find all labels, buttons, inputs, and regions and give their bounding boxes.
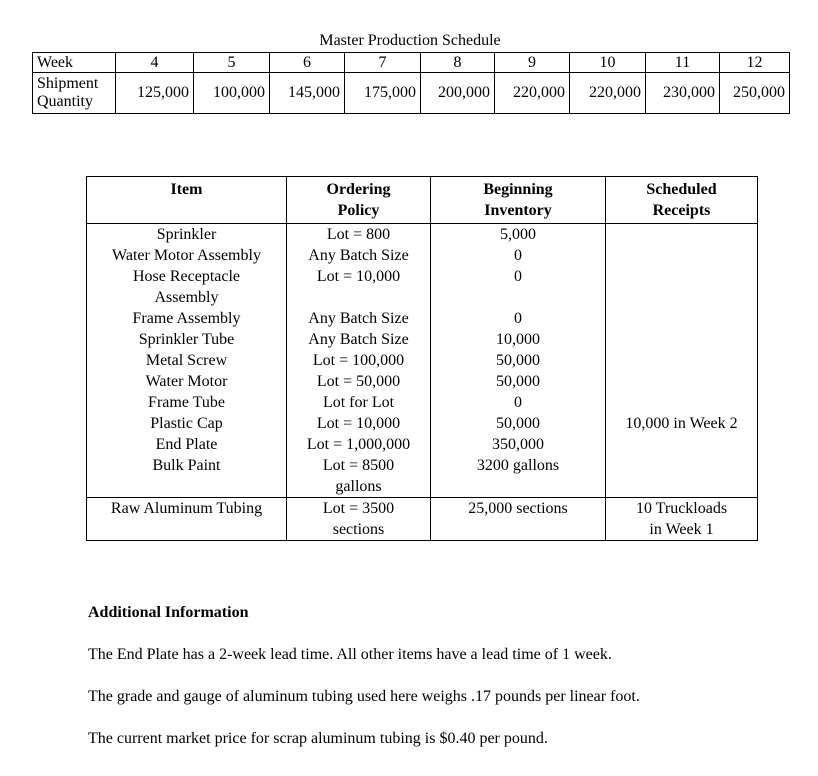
week-cell: 6 [270,53,345,73]
quantity-cell: 100,000 [194,73,270,114]
item-cell: Water Motor Assembly [87,245,287,266]
item-cell: Water Motor [87,371,287,392]
item-cell: Raw Aluminum Tubing [87,498,287,541]
week-label: Week [33,53,116,73]
quantity-cell: 125,000 [116,73,194,114]
table-row [87,371,758,392]
table-row [87,455,758,498]
item-cell: End Plate [87,434,287,455]
beginning-cell: 0 [431,308,606,329]
receipts-cell [606,392,758,413]
policy-cell: Lot = 3500 sections [287,498,431,541]
policy-cell: Any Batch Size [287,329,431,350]
beginning-cell: 10,000 [431,329,606,350]
policy-cell: Lot = 10,000 [287,266,431,308]
policy-cell: Lot = 1,000,000 [287,434,431,455]
policy-cell: Lot = 100,000 [287,350,431,371]
policy-cell: Any Batch Size [287,308,431,329]
policy-cell: Lot = 50,000 [287,371,431,392]
table-row [87,434,758,455]
table-row [87,413,758,434]
note-scrap-price: The current market price for scrap aluminum tubing is $0.40 per pound. [88,730,548,747]
item-cell: Sprinkler [87,224,287,246]
receipts-cell [606,245,758,266]
inventory-table [86,176,758,541]
beginning-cell: 0 [431,245,606,266]
beginning-cell: 0 [431,266,606,308]
beginning-cell: 5,000 [431,224,606,246]
quantity-cell: 250,000 [720,73,790,114]
week-row [33,53,790,73]
table-row [87,350,758,371]
beginning-cell: 350,000 [431,434,606,455]
shipment-quantity-label: Shipment Quantity [33,73,116,114]
receipts-cell [606,308,758,329]
table-row [87,245,758,266]
item-cell: Hose Receptacle Assembly [87,266,287,308]
receipts-cell [606,455,758,498]
table-row [87,266,758,308]
beginning-inventory-header: Beginning Inventory [431,177,606,224]
week-cell: 9 [495,53,570,73]
ordering-policy-header: Ordering Policy [287,177,431,224]
week-cell: 7 [345,53,421,73]
beginning-cell: 50,000 [431,413,606,434]
receipts-cell [606,371,758,392]
master-production-schedule-table [32,52,790,114]
scheduled-receipts-header: Scheduled Receipts [606,177,758,224]
policy-cell: Lot = 10,000 [287,413,431,434]
quantity-cell: 220,000 [570,73,646,114]
receipts-cell [606,224,758,246]
beginning-cell: 0 [431,392,606,413]
policy-cell: Lot = 800 [287,224,431,246]
receipts-cell [606,329,758,350]
item-cell: Bulk Paint [87,455,287,498]
mps-title: Master Production Schedule [319,32,501,49]
item-cell: Plastic Cap [87,413,287,434]
receipts-cell [606,434,758,455]
week-cell: 4 [116,53,194,73]
table-row [87,498,758,541]
table-row [87,308,758,329]
item-header: Item [87,177,287,224]
week-cell: 5 [194,53,270,73]
policy-cell: Lot = 8500 gallons [287,455,431,498]
item-cell: Metal Screw [87,350,287,371]
note-tubing-weight: The grade and gauge of aluminum tubing used here weighs .17 pounds per linear foot. [88,688,640,705]
shipment-quantity-row [33,73,790,114]
week-cell: 8 [421,53,495,73]
table-row [87,392,758,413]
quantity-cell: 230,000 [646,73,720,114]
inventory-header-row [87,177,758,224]
item-cell: Frame Assembly [87,308,287,329]
beginning-cell: 25,000 sections [431,498,606,541]
receipts-cell [606,266,758,308]
item-cell: Frame Tube [87,392,287,413]
week-cell: 10 [570,53,646,73]
item-cell: Sprinkler Tube [87,329,287,350]
week-cell: 11 [646,53,720,73]
beginning-cell: 3200 gallons [431,455,606,498]
policy-cell: Lot for Lot [287,392,431,413]
beginning-cell: 50,000 [431,350,606,371]
quantity-cell: 175,000 [345,73,421,114]
policy-cell: Any Batch Size [287,245,431,266]
note-lead-time: The End Plate has a 2-week lead time. All other items have a lead time of 1 week. [88,646,612,663]
receipts-cell: 10,000 in Week 2 [606,413,758,434]
quantity-cell: 145,000 [270,73,345,114]
additional-information-heading: Additional Information [88,604,249,621]
table-row [87,224,758,246]
table-row [87,329,758,350]
quantity-cell: 200,000 [421,73,495,114]
receipts-cell [606,350,758,371]
receipts-cell: 10 Truckloads in Week 1 [606,498,758,541]
week-cell: 12 [720,53,790,73]
quantity-cell: 220,000 [495,73,570,114]
beginning-cell: 50,000 [431,371,606,392]
